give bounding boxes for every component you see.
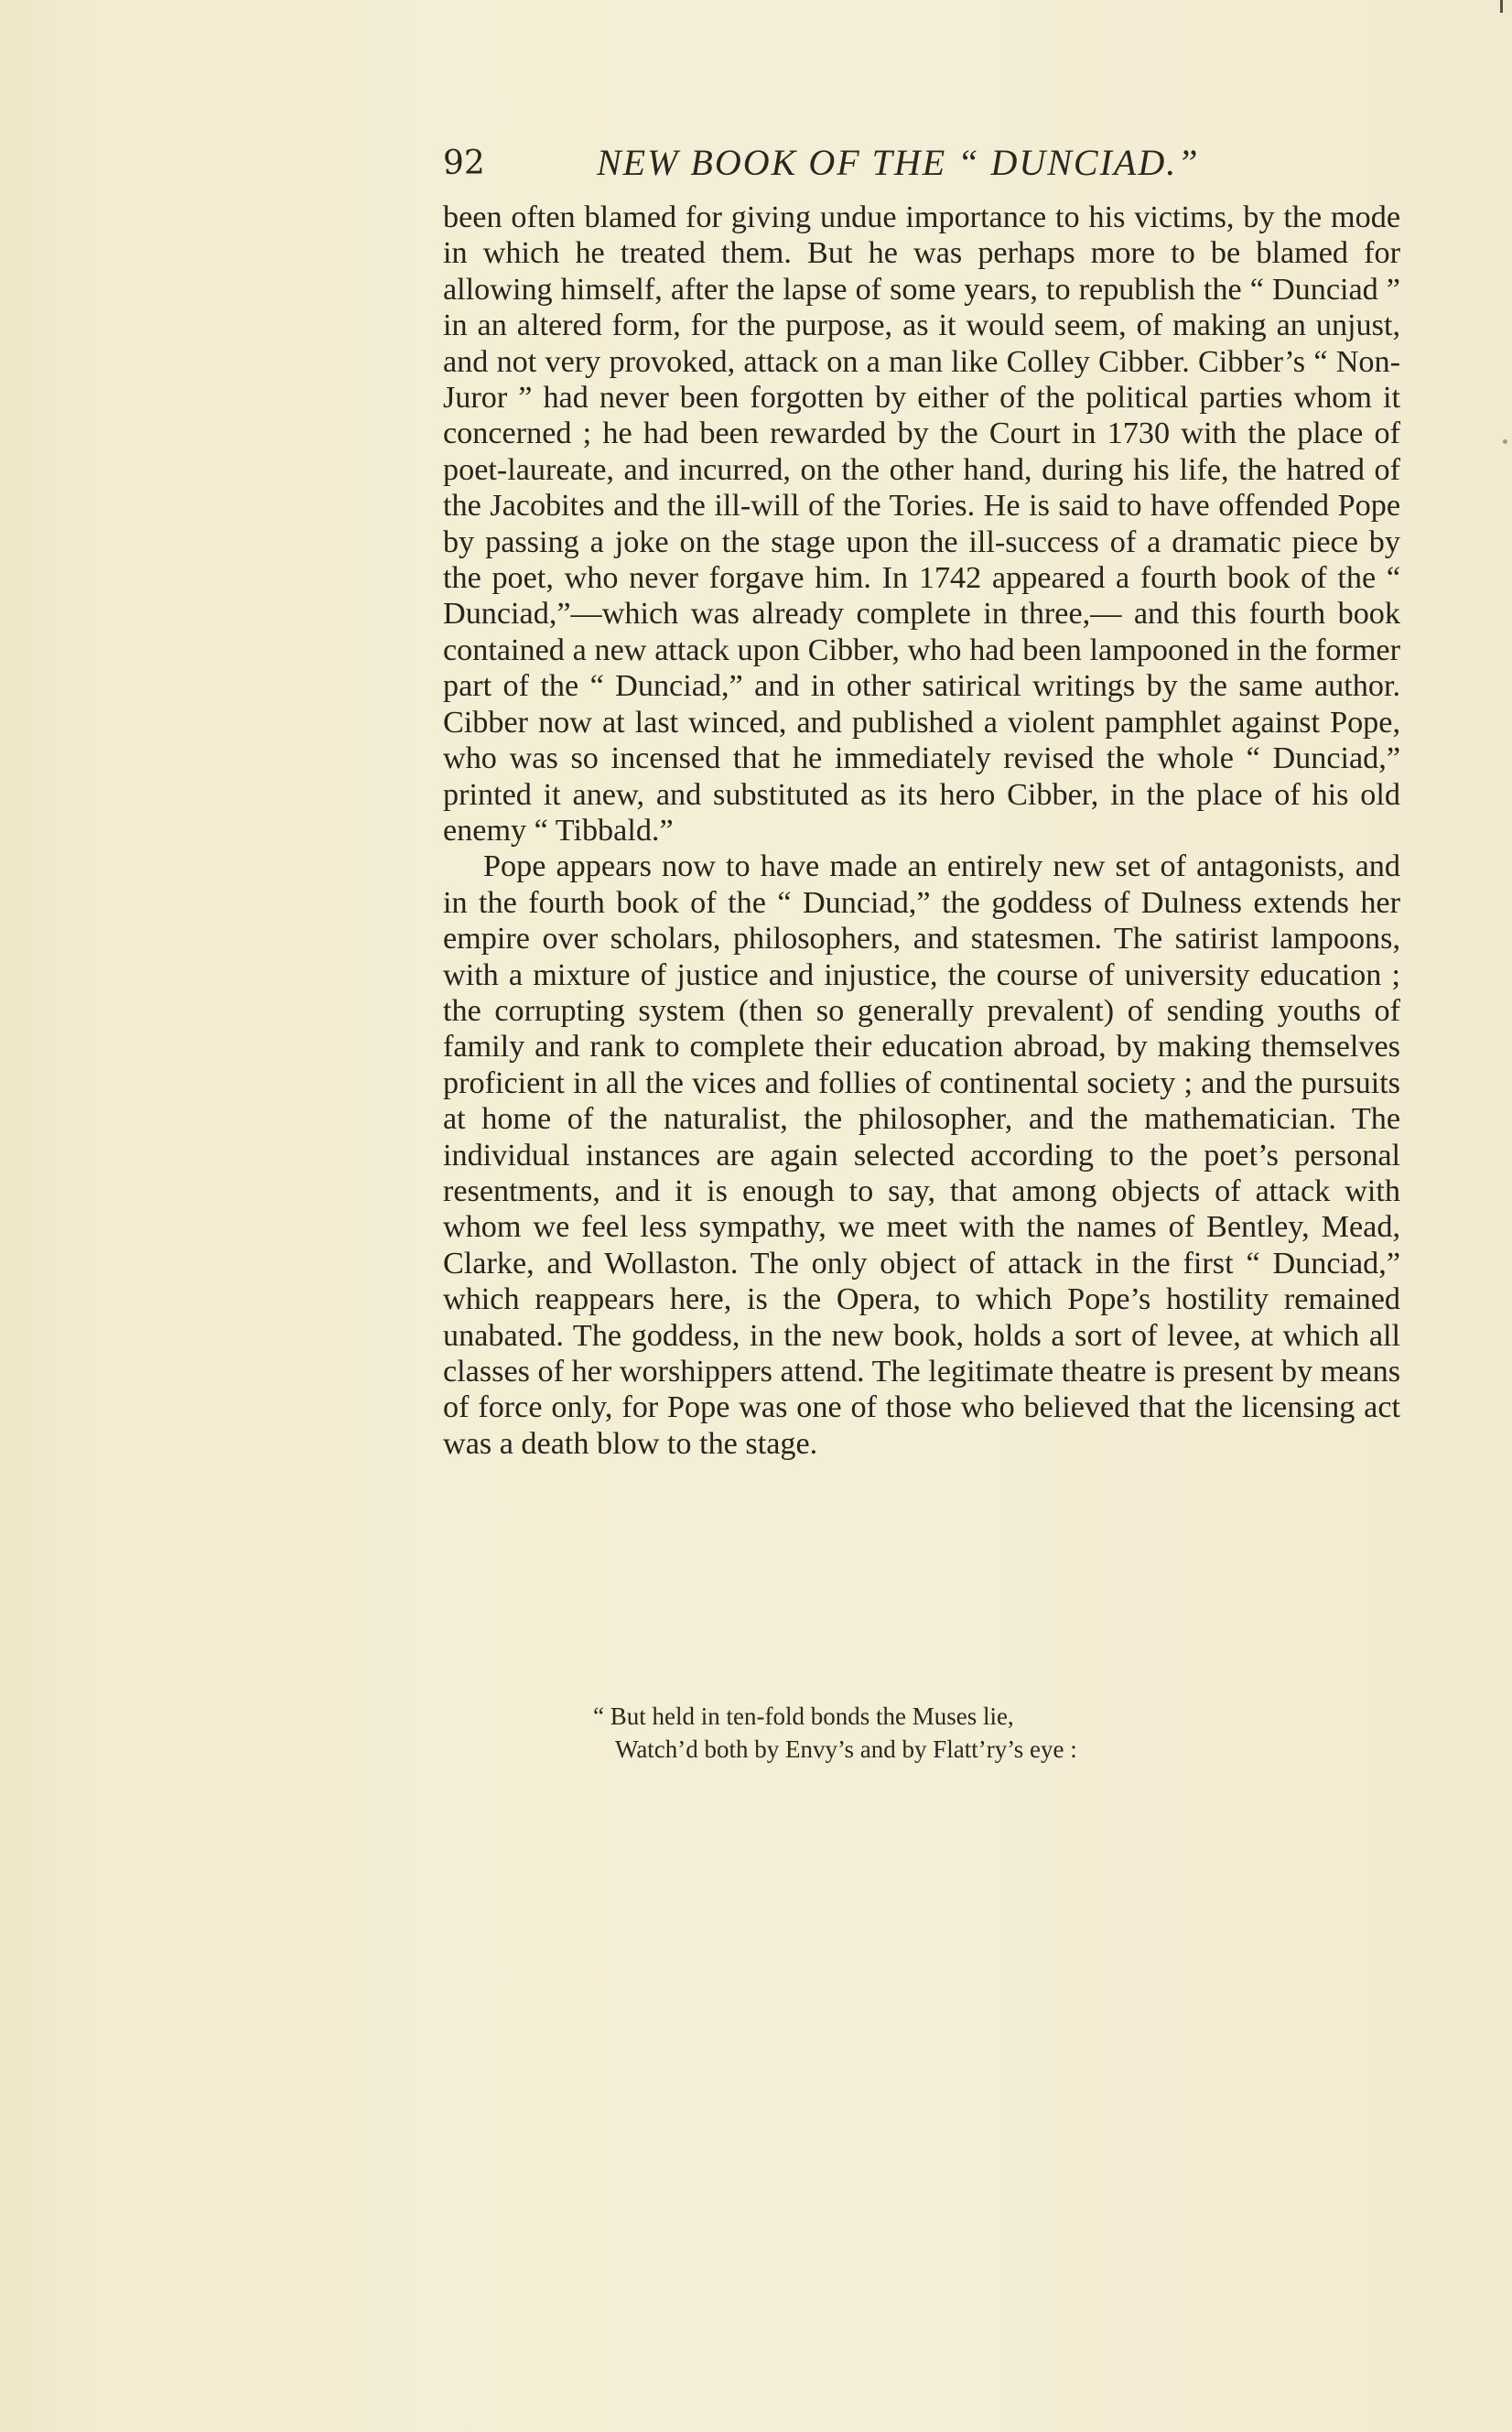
page-number: 92 xyxy=(443,145,485,182)
paragraph: been often blamed for giving undue importance to his victims, by the mode in which he treated them. But he was perhaps more to be blamed for allowing himself, after the lapse of some years, to republish the “ Dunciad ” in an altered form, for the purpose, as it would seem, of making an unjust, and not very provoked, attack on a man like Colley Cibber. Cibber’s “ Non-Juror ” had never been forgotten by either of the political parties whom it concerned ; he had been rewarded by the Court in 1730 with the place of poet-laureate, and incurred, on the other hand, during his life, the hatred of the Jacobites and the ill-will of the Tories. He is said to have offended Pope by passing a joke on the stage upon the ill-success of a dramatic piece by the poet, who never forgave him. In 1742 appeared a fourth book of the “ Dunciad,”—which was already complete in three,— and this fourth book contained a new attack upon Cibber, who had been lampooned in the former part of the “ Dunciad,” and in other satirical writings by the same author. Cibber now at last winced, and published a violent pamphlet against Pope, who was so incensed that he immediately revised the whole “ Dunciad,” printed it anew, and substituted as its hero Cibber, in the place of his old enemy “ Tibbald.” xyxy=(443,200,1400,848)
running-title: NEW BOOK OF THE “ DUNCIAD.” xyxy=(597,142,1200,183)
body-text xyxy=(443,200,1400,1462)
verse-quotation xyxy=(593,1700,1325,1766)
margin-speck xyxy=(1503,439,1507,444)
page-header xyxy=(443,137,1400,192)
paragraph: Pope appears now to have made an entirely new set of antagonists, and in the fourth book of the “ Dunciad,” the goddess of Dulness extends her empire over scholars, philosophers, and statesmen. The satirist lampoons, with a mixture of justice and injustice, the course of university education ; the corrupting system (then so generally prevalent) of sending youths of family and rank to complete their education abroad, by making themselves proficient in all the vices and follies of continental society ; and the pursuits at home of the naturalist, the philosopher, and the mathematician. The individual instances are again selected according to the poet’s personal resentments, and it is enough to say, that among objects of attack with whom we feel less sympathy, we meet with the names of Bentley, Mead, Clarke, and Wollaston. The only object of attack in the first “ Dunciad,” which reappears here, is the Opera, to which Pope’s hostility remained unabated. The goddess, in the new book, holds a sort of levee, at which all classes of her worshippers attend. The legitimate theatre is present by means of force only, for Pope was one of those who believed that the licensing act was a death blow to the stage. xyxy=(443,849,1400,1461)
verse-line: Watch’d both by Envy’s and by Flatt’ry’s eye : xyxy=(615,1735,1077,1763)
verse-line: “ But held in ten-fold bonds the Muses lie, xyxy=(593,1702,1014,1730)
edge-mark xyxy=(1500,0,1503,13)
